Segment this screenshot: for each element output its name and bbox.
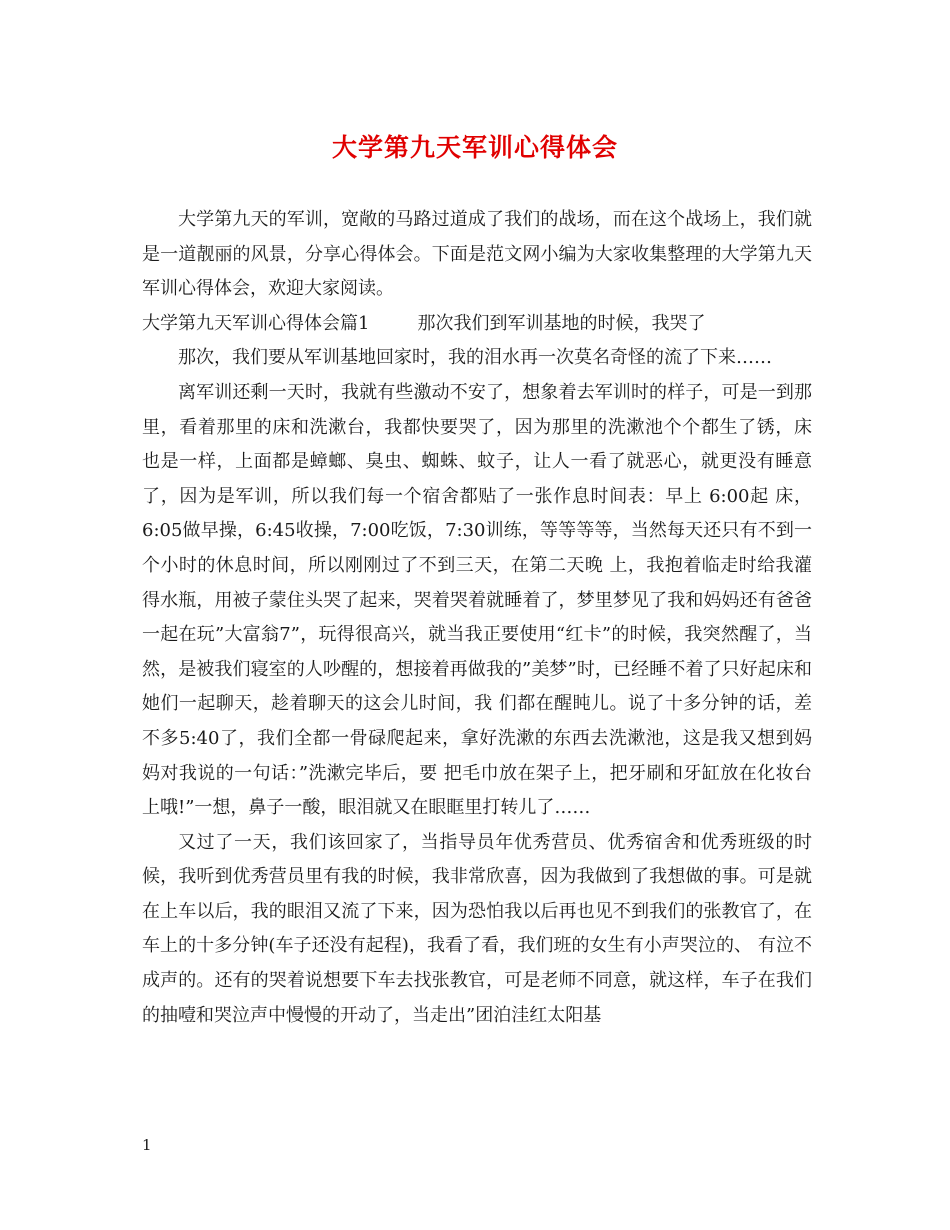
body-paragraph-2: 离军训还剩一天时，我就有些激动不安了，想象着去军训时的样子，可是一到那里，看着那里的床和洗漱台，我都快要哭了，因为那里的洗漱池个个都生了锈，床 也是一样，上面都是蟑螂、臭虫、蜘蛛、蚊子，让人一看了就恶心，就更没有睡意了，因为是军训，所以我们每一个宿舍都贴了一张作息时间表：早上 6:00起 床，6:05做早操，6:45收操，7:00吃饭，7:30训练，等等等等，当然每天还只有不到一个小时的休息时间，所以刚刚过了不到三天，在第二天晚 上，我抱着临走时给我灌得水瓶，用被子蒙住头哭了起来，哭着哭着就睡着了，梦里梦见了我和妈妈还有爸爸一起在玩”大富翁7”，玩得很高兴，就当我正要使用“红卡”的时候，我突然醒了，当然，是被我们寝室的人吵醒的，想接着再做我的”美梦”时，已经睡不着了只好起床和她们一起聊天，趁着聊天的这会儿时间，我 们都在醒盹儿。说了十多分钟的话，差不多5:40了，我们全都一骨碌爬起来，拿好洗漱的东西去洗漱池，这是我又想到妈妈对我说的一句话：”洗漱完毕后，要 把毛巾放在架子上，把牙刷和牙缸放在化妆台上哦!”一想，鼻子一酸，眼泪就又在眼眶里打转儿了…… xyxy=(142,381,812,819)
section-subheading: 那次我们到军训基地的时候，我哭了 xyxy=(417,312,706,334)
body-paragraph-1: 那次，我们要从军训基地回家时，我的泪水再一次莫名奇怪的流了下来…… xyxy=(178,347,772,369)
section-heading: 大学第九天军训心得体会篇1 xyxy=(142,312,370,334)
intro-paragraph: 大学第九天的军训，宽敞的马路过道成了我们的战场，而在这个战场上，我们就是一道靓丽的风景，分享心得体会。下面是范文网小编为大家收集整理的大学第九天军训心得体会，欢迎大家阅读。 xyxy=(142,209,812,300)
page-number: 1 xyxy=(142,1136,152,1154)
page-title: 大学第九天军训心得体会 xyxy=(331,133,618,162)
body-paragraph-3: 又过了一天，我们该回家了，当指导员年优秀营员、优秀宿舍和优秀班级的时候，我听到优秀营员里有我的时候，我非常欣喜，因为我做到了我想做的事。可是就 在上车以后，我的眼泪又流了下来，因为恐怕我以后再也见不到我们的张教官了，在车上的十多分钟(车子还没有起程)，我看了看，我们班的女生有小声哭泣的、 有泣不成声的。还有的哭着说想要下车去找张教官，可是老师不同意，就这样，车子在我们的抽噎和哭泣声中慢慢的开动了，当走出”团泊洼红太阳基 xyxy=(142,831,812,1026)
section-heading-line xyxy=(142,307,812,342)
document-body xyxy=(142,203,812,1033)
